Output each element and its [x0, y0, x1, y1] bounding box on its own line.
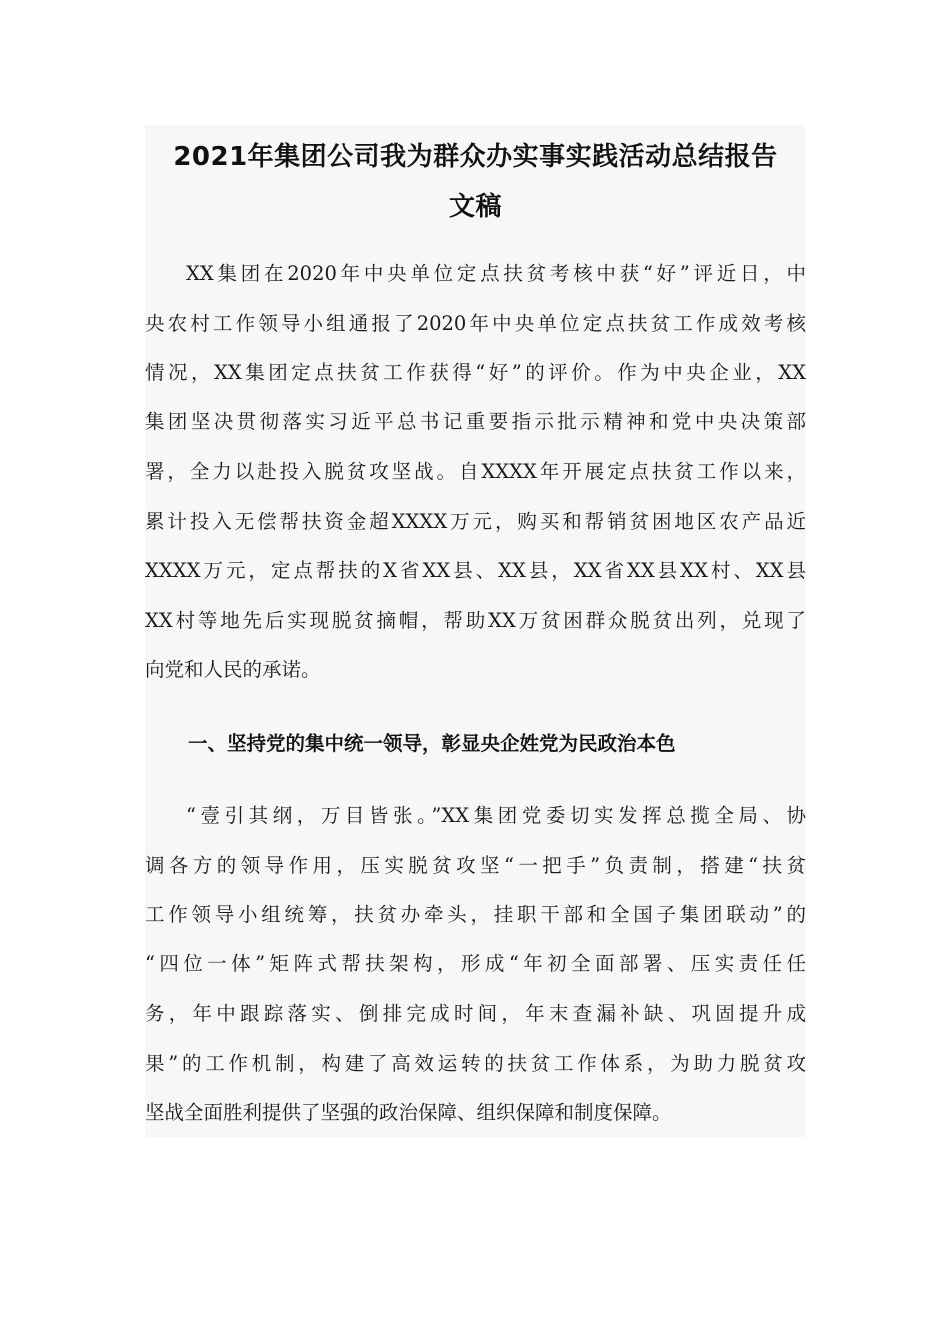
- paragraph-1-line: 署，全力以赴投入脱贫攻坚战。自XXXX年开展定点扶贫工作以来，: [145, 460, 806, 483]
- paragraph-1-line: 情况，XX集团定点扶贫工作获得“好”的评价。作为中央企业，XX: [145, 361, 806, 384]
- paragraph-1-line: XXXX万元，定点帮扶的X省XX县、XX县，XX省XX县XX村、XX县: [145, 559, 806, 582]
- section-heading: 一、坚持党的集中统一领导，彰显央企姓党为民政治本色: [188, 732, 676, 755]
- document-title-line-1: 2021年集团公司我为群众办实事实践活动总结报告: [173, 142, 778, 172]
- paragraph-2-line: 坚战全面胜利提供了坚强的政治保障、组织保障和制度保障。: [145, 1101, 672, 1124]
- paragraph-1-line: XX村等地先后实现脱贫摘帽，帮助XX万贫困群众脱贫出列，兑现了: [145, 609, 806, 632]
- paragraph-2-line: 果”的工作机制，构建了高效运转的扶贫工作体系，为助力脱贫攻: [145, 1052, 806, 1075]
- paragraph-2-line: “壹引其纲，万目皆张。”XX集团党委切实发挥总揽全局、协: [186, 804, 806, 827]
- document-title-line-2: 文稿: [448, 192, 502, 222]
- paragraph-1-line: 向党和人民的承诺。: [145, 658, 321, 681]
- paragraph-2-line: 务，年中跟踪落实、倒排完成时间，年末查漏补缺、巩固提升成: [145, 1002, 806, 1025]
- paragraph-1-line: 央农村工作领导小组通报了2020年中央单位定点扶贫工作成效考核: [145, 312, 806, 335]
- paragraph-2-line: 调各方的领导作用，压实脱贫攻坚“一把手”负责制，搭建“扶贫: [145, 854, 806, 877]
- paragraph-1-line: 累计投入无偿帮扶资金超XXXX万元，购买和帮销贫困地区农产品近: [145, 510, 806, 533]
- paragraph-2-line: “四位一体”矩阵式帮扶架构，形成“年初全面部署、压实责任任: [145, 952, 806, 975]
- paragraph-1-line: 集团坚决贯彻落实习近平总书记重要指示批示精神和党中央决策部: [145, 410, 806, 433]
- paragraph-1-line: XX集团在2020年中央单位定点扶贫考核中获“好”评近日，中: [186, 262, 806, 285]
- paragraph-2-line: 工作领导小组统筹，扶贫办牵头，挂职干部和全国子集团联动”的: [145, 903, 806, 926]
